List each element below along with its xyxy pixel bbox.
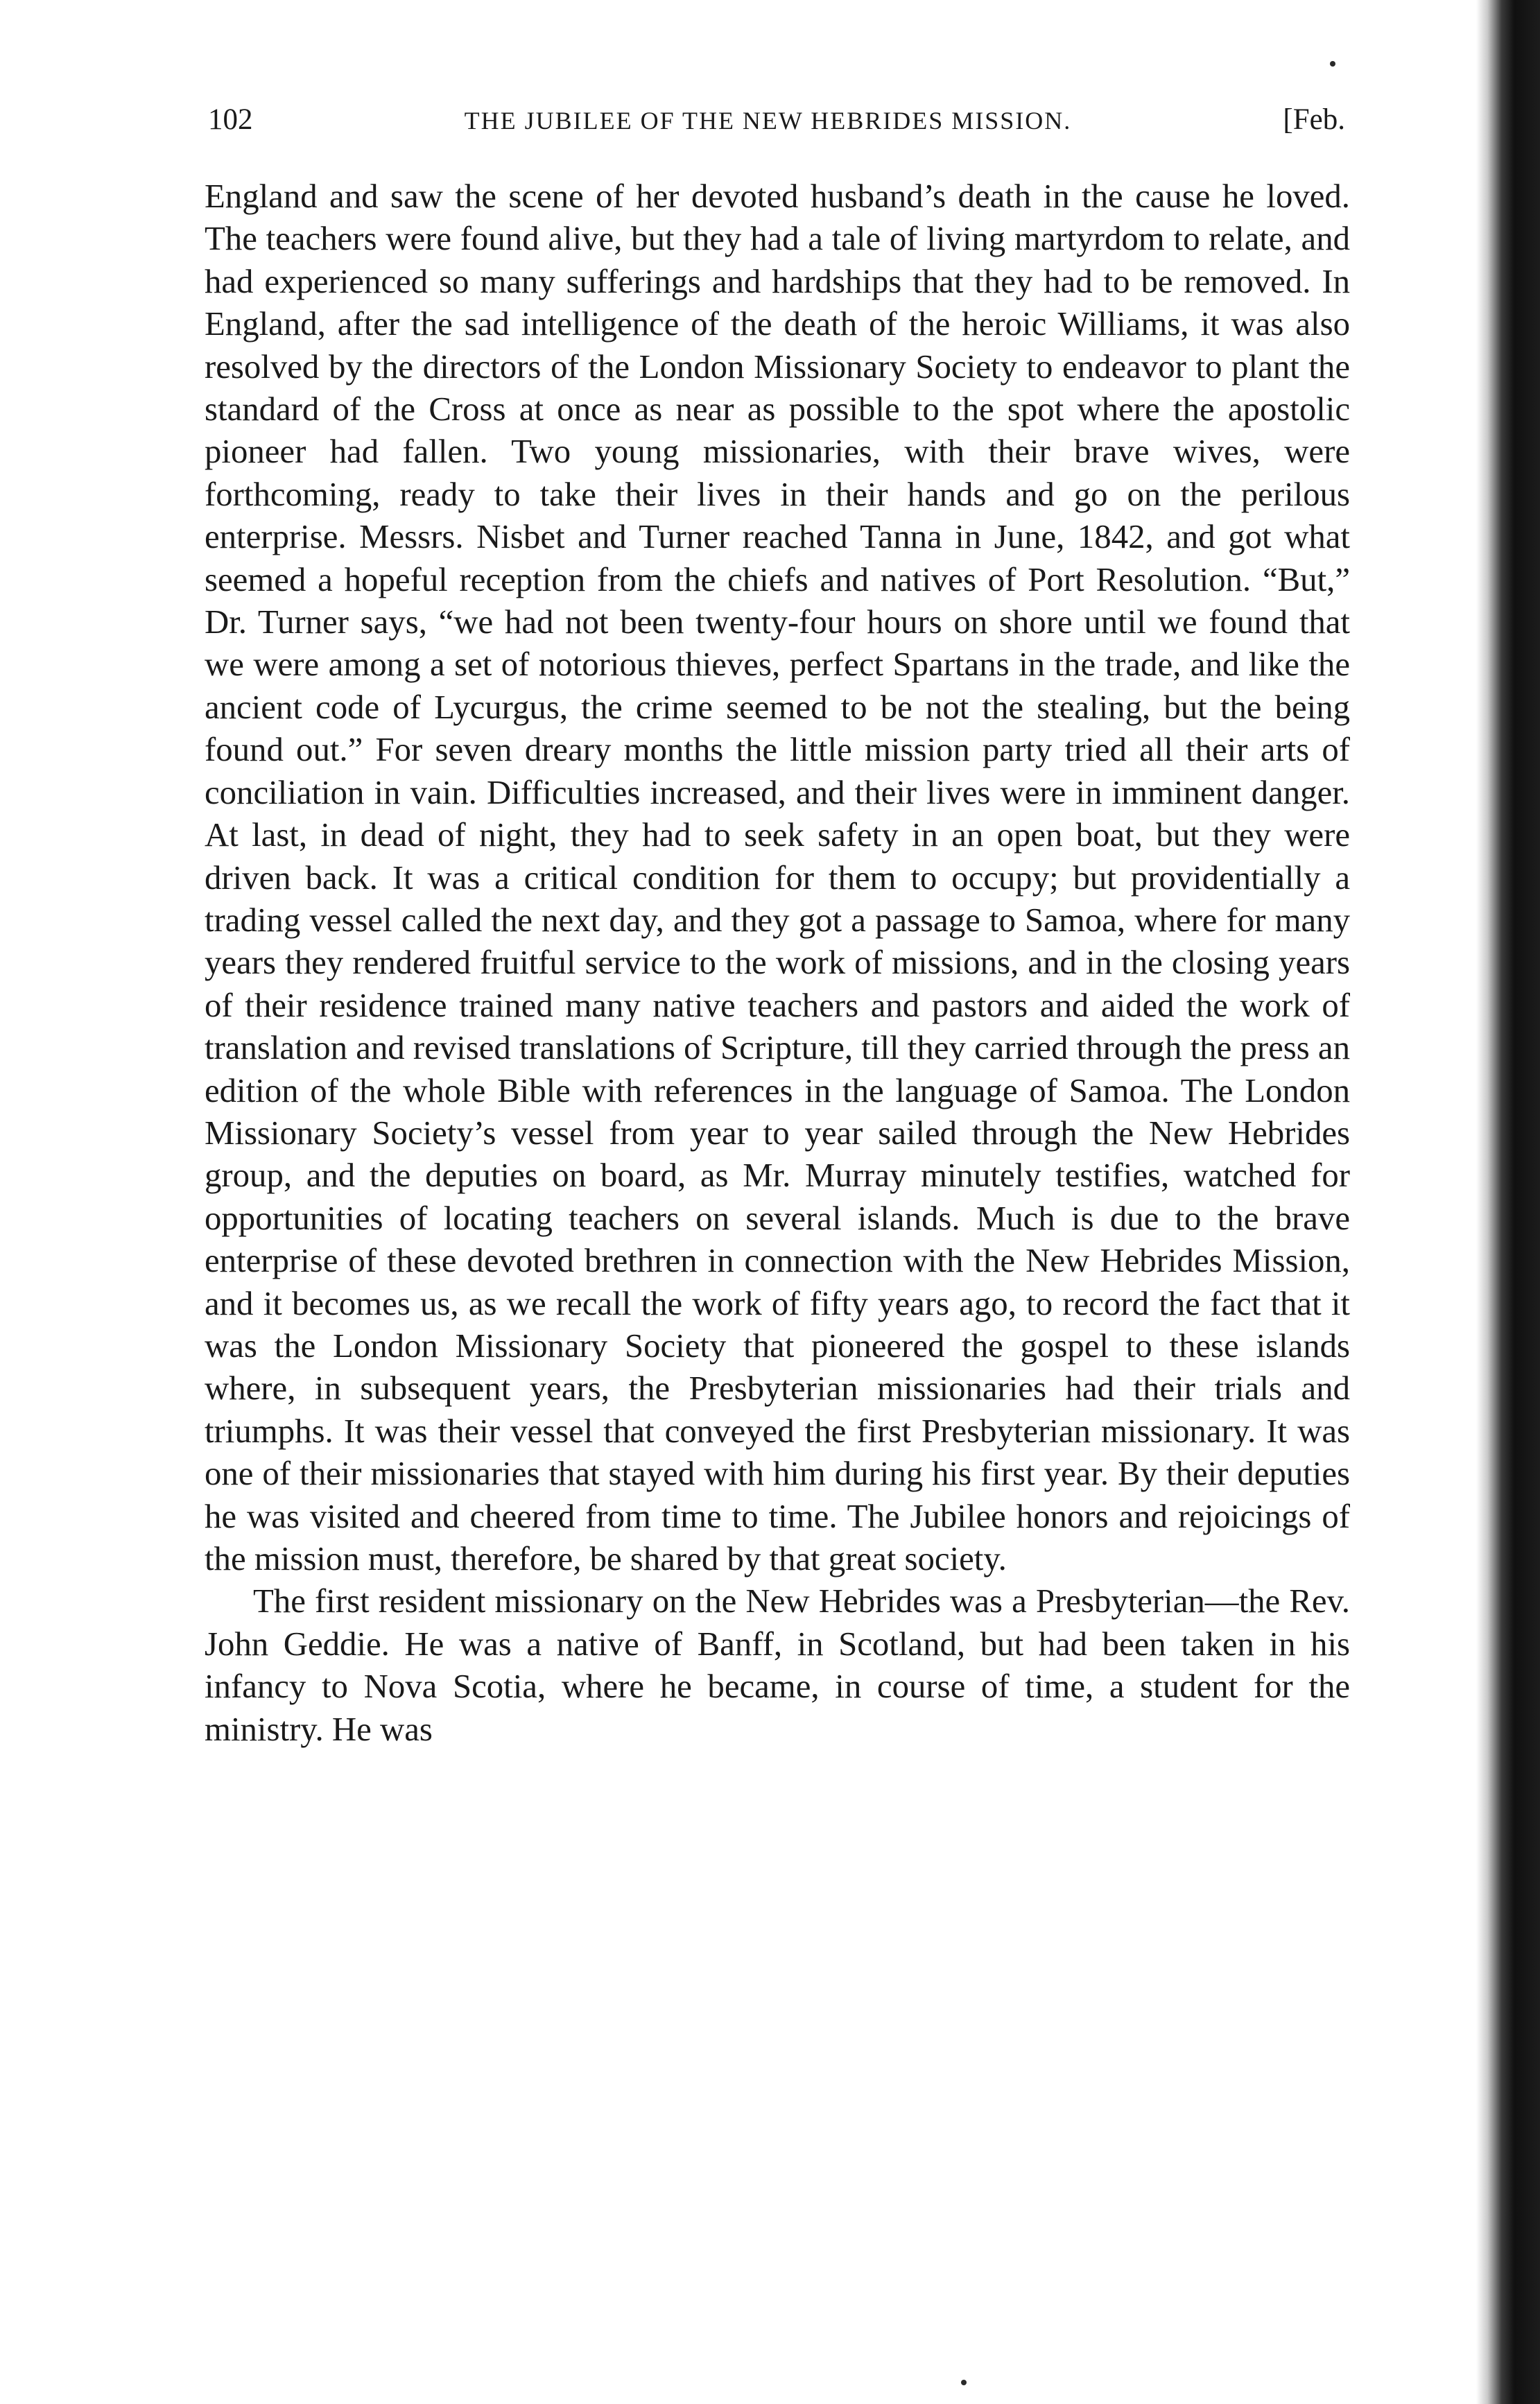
body-text — [205, 175, 1350, 1751]
paragraph: The first resident missionary on the New Hebrides was a Presbyterian—the Rev. John Geddie. He was a native of Banff, in Scotland, but had been taken in his infancy to Nova Scotia, where he became, in course of time, a student for the ministry. He was — [205, 1582, 1350, 1748]
scan-speck — [961, 2380, 967, 2385]
running-title: THE JUBILEE OF THE NEW HEBRIDES MISSION. — [464, 107, 1072, 135]
paragraph: England and saw the scene of her devoted husband’s death in the cause he loved. The teachers were found alive, but they had a tale of living martyrdom to relate, and had experienced so many sufferings and hardships that they had to be removed. In England, after the sad intelligence of the death of the heroic Williams, it was also resolved by the directors of the London Missionary Society to endeavor to plant the standard of the Cross at once as near as possible to the spot where the apostolic pioneer had fallen. Two young missionaries, with their brave wives, were forthcoming, ready to take their lives in their hands and go on the perilous enterprise. Messrs. Nisbet and Turner reached Tanna in June, 1842, and got what seemed a hopeful reception from the chiefs and natives of Port Resolution. “But,” Dr. Turner says, “we had not been twenty-four hours on shore until we found that we were among a set of notorious thieves, perfect Spartans in the trade, and like the ancient code of Lycurgus, the crime seemed to be not the stealing, but the being found out.” For seven dreary months the little mission party tried all their arts of conciliation in vain. Difficulties increased, and their lives were in imminent danger. At last, in dead of night, they had to seek safety in an open boat, but they were driven back. It was a critical condition for them to occupy; but providentially a trading vessel called the next day, and they got a passage to Samoa, where for many years they rendered fruitful service to the work of missions, and in the closing years of their residence trained many native teachers and pastors and aided the work of translation and revised translations of Scripture, till they carried through the press an edition of the whole Bible with references in the language of Samoa. The London Missionary Society’s vessel from year to year sailed through the New Hebrides group, and the deputies on board, as Mr. Murray minutely testifies, watched for opportunities of locating teachers on several islands. Much is due to the brave enterprise of these devoted brethren in connection with the New Hebrides Mission, and it becomes us, as we recall the work of fifty years ago, to record the fact that it was the London Missionary Society that pioneered the gospel to these islands where, in subsequent years, the Presbyterian missionaries had their trials and triumphs. It was their vessel that conveyed the first Presbyterian missionary. It was one of their missionaries that stayed with him during his first year. By their deputies he was visited and cheered from time to time. The Jubilee honors and rejoicings of the mission must, therefore, be shared by that great society. — [205, 178, 1350, 1577]
running-header — [208, 103, 1345, 165]
page-edge-shadow — [1476, 0, 1540, 2404]
page-number: 102 — [208, 103, 253, 136]
header-month: [Feb. — [1283, 103, 1345, 136]
scan-speck — [1330, 61, 1335, 67]
